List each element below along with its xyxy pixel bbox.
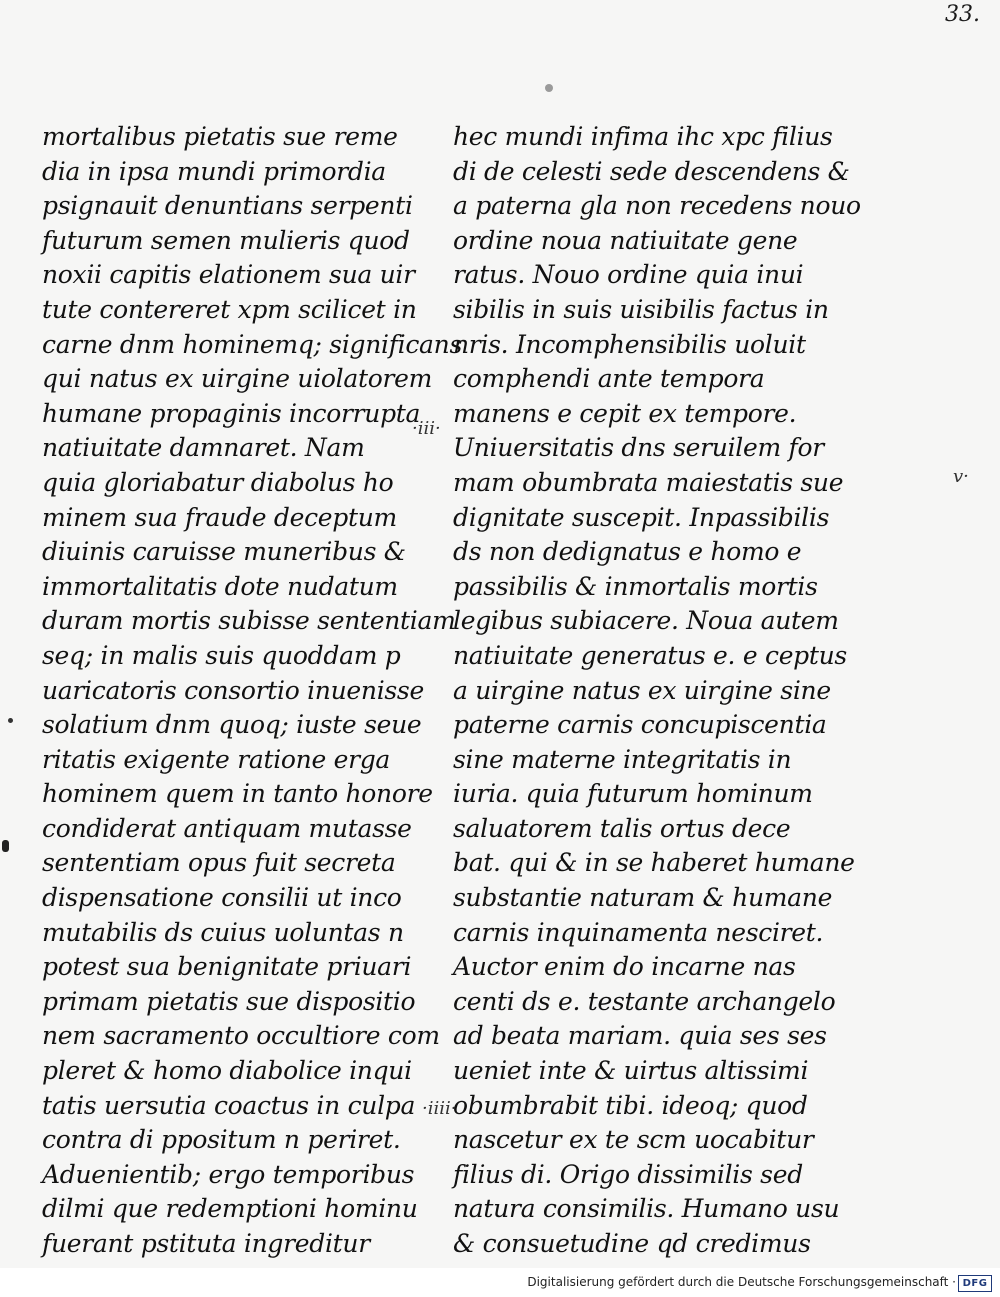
- text-line: passibilis & inmortalis mortis: [453, 571, 818, 601]
- text-line: nascetur ex te scm uocabitur: [453, 1125, 814, 1155]
- text-line: iuria. quia futurum hominum: [453, 779, 813, 809]
- text-line: ds non dedignatus e homo e: [453, 537, 802, 567]
- text-line: di de celesti sede descendens &: [453, 156, 850, 186]
- text-line: potest sua benignitate priuari: [42, 952, 412, 982]
- footer-bar: [0, 1268, 1000, 1297]
- text-line: humane propaginis incorrupta: [42, 398, 421, 428]
- text-line: carnis inquinamenta nesciret.: [453, 917, 824, 947]
- text-line: comphendi ante tempora: [453, 364, 765, 394]
- text-line: contra di ppositum n periret.: [42, 1125, 401, 1155]
- text-line: & consuetudine qd credimus: [453, 1229, 811, 1258]
- text-line: ad beata mariam. quia ses ses: [453, 1021, 827, 1051]
- text-line: substantie naturam & humane: [453, 883, 833, 913]
- text-line: condiderat antiquam mutasse: [42, 813, 412, 843]
- text-line: pleret & homo diabolice inqui: [42, 1056, 412, 1086]
- text-line: hominem quem in tanto honore: [42, 779, 433, 809]
- text-line: qui natus ex uirgine uiolatorem: [42, 364, 433, 394]
- text-line: primam pietatis sue dispositio: [42, 986, 416, 1016]
- text-line: natura consimilis. Humano usu: [453, 1194, 840, 1224]
- text-line: natiuitate damnaret. Nam: [42, 433, 365, 463]
- text-line: tatis uersutia coactus in culpa: [42, 1090, 416, 1120]
- text-line: saluatorem talis ortus dece: [453, 813, 791, 843]
- text-line: dispensatione consilii ut inco: [42, 883, 402, 913]
- text-line: manens e cepit ex tempore.: [453, 398, 797, 428]
- page-number: 33.: [945, 2, 980, 27]
- text-line: filius di. Origo dissimilis sed: [453, 1159, 803, 1189]
- text-line: nem sacramento occultiore com: [42, 1021, 440, 1051]
- text-line: dilmi que redemptioni hominu: [42, 1194, 418, 1224]
- text-line: dia in ipsa mundi primordia: [42, 156, 386, 186]
- text-line: duram mortis subisse sententiam: [42, 606, 456, 636]
- text-line: a uirgine natus ex uirgine sine: [453, 675, 831, 705]
- text-line: uaricatoris consortio inuenisse: [42, 675, 424, 705]
- text-line: mutabilis ds cuius uoluntas n: [42, 917, 404, 947]
- text-line: ueniet inte & uirtus altissimi: [453, 1056, 809, 1086]
- text-line: a paterna gla non recedens nouo: [453, 191, 861, 221]
- text-line: Uniuersitatis dns seruilem for: [453, 433, 824, 463]
- text-line: sententiam opus fuit secreta: [42, 848, 396, 878]
- text-line: solatium dnm quoq; iuste seue: [42, 710, 422, 740]
- text-line: minem sua fraude deceptum: [42, 502, 397, 532]
- text-line: mortalibus pietatis sue reme: [42, 122, 398, 151]
- text-line: natiuitate generatus e. e ceptus: [453, 640, 847, 670]
- text-line: sibilis in suis uisibilis factus in: [453, 294, 829, 324]
- text-line: diuinis caruisse muneribus &: [42, 537, 406, 567]
- text-line: fuerant pstituta ingreditur: [42, 1229, 370, 1258]
- text-line: noxii capitis elationem sua uir: [42, 260, 415, 290]
- marginal-numeral: ·iii·: [412, 418, 441, 439]
- text-line: sine materne integritatis in: [453, 744, 792, 774]
- text-line: quia gloriabatur diabolus ho: [42, 467, 394, 497]
- text-line: paterne carnis concupiscentia: [453, 710, 827, 740]
- ink-blot: [8, 718, 13, 723]
- text-line: immortalitatis dote nudatum: [42, 571, 398, 601]
- text-line: obumbrabit tibi. ideoq; quod: [453, 1090, 808, 1120]
- text-line: ordine noua natiuitate gene: [453, 225, 798, 255]
- dfg-logo: DFG: [958, 1275, 992, 1292]
- right-column: [453, 120, 861, 1262]
- text-line: bat. qui & in se haberet humane: [453, 848, 855, 878]
- text-line: nris. Incomphensibilis uoluit: [453, 329, 806, 359]
- ink-blot: [545, 84, 553, 92]
- text-line: Aduenientib; ergo temporibus: [42, 1159, 415, 1189]
- text-line: hec mundi infima ihc xpc filius: [453, 122, 833, 151]
- funding-credit: Digitalisierung gefördert durch die Deutsche Forschungsgemeinschaft ·: [527, 1275, 956, 1289]
- marginal-numeral: ·iiii·: [422, 1098, 457, 1119]
- text-line: seq; in malis suis quoddam p: [42, 640, 401, 670]
- text-line: psignauit denuntians serpenti: [42, 191, 413, 221]
- text-line: futurum semen mulieris quod: [42, 225, 410, 255]
- text-line: centi ds e. testante archangelo: [453, 986, 836, 1016]
- text-line: mam obumbrata maiestatis sue: [453, 467, 844, 497]
- marginal-numeral: v·: [953, 466, 969, 487]
- text-line: carne dnm hominemq; significans: [42, 329, 462, 359]
- text-line: Auctor enim do incarne nas: [453, 952, 796, 982]
- binding-hole: [2, 840, 9, 852]
- text-line: ratus. Nouo ordine quia inui: [453, 260, 804, 290]
- text-line: ritatis exigente ratione erga: [42, 744, 391, 774]
- text-line: dignitate suscepit. Inpassibilis: [453, 502, 830, 532]
- text-line: legibus subiacere. Noua autem: [453, 606, 839, 636]
- text-line: tute contereret xpm scilicet in: [42, 294, 417, 324]
